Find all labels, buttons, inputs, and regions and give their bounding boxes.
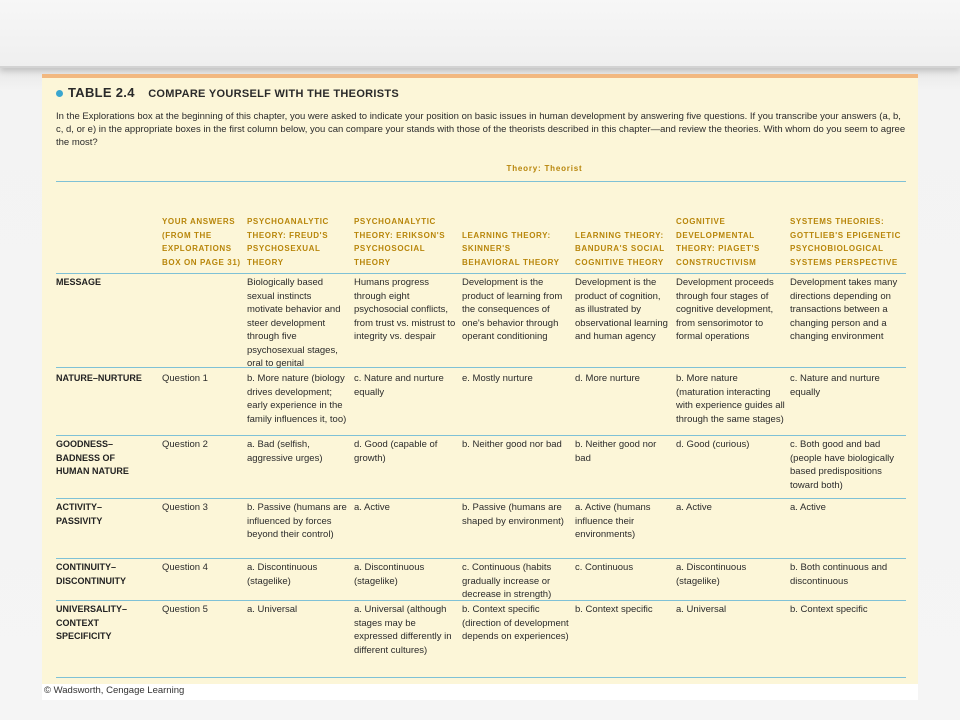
table-rule xyxy=(56,498,906,499)
copyright: © Wadsworth, Cengage Learning xyxy=(44,685,185,696)
row-label: UNIVERSALITY–CONTEXT SPECIFICITY xyxy=(56,604,128,641)
table-cell: Development is the product of learning from the consequences of one's behavior through operant conditioning xyxy=(462,277,563,342)
slide xyxy=(42,74,918,700)
table-rule xyxy=(56,435,906,436)
table-cell: a. Universal xyxy=(247,604,298,615)
column-header: COGNITIVE DEVELOPMENTAL THEORY: PIAGET'S CONSTRUCTIVISM xyxy=(676,217,760,267)
table-cell: b. More nature (biology drives development; early experience in the family influences it, too) xyxy=(247,373,347,425)
table-cell: b. Neither good nor bad xyxy=(575,439,657,464)
table-cell: Question 3 xyxy=(162,502,208,513)
table-intro: In the Explorations box at the beginning of this chapter, you were asked to indicate your position on basic issues in human development by answering five questions. If you transcribe your answers (a, b, c, d, or e) in the appropriate boxes in the first column below, you can compare your stands with those of the theorists described in this chapter—and review the theories. With whom do you seem to agree the most? xyxy=(56,111,906,149)
table-cell: d. Good (capable of growth) xyxy=(354,439,438,464)
table-cell: a. Active xyxy=(790,502,826,513)
table-cell: c. Nature and nurture equally xyxy=(790,373,880,398)
table-rule xyxy=(56,273,906,274)
table-cell: c. Continuous (habits gradually increase or decrease in strength) xyxy=(462,562,552,600)
table-cell: b. Context specific xyxy=(575,604,653,615)
table-cell: d. More nurture xyxy=(575,373,640,384)
column-header: YOUR ANSWERS (FROM THE EXPLORATIONS BOX ON PAGE 31) xyxy=(162,217,241,267)
row-label: ACTIVITY–PASSIVITY xyxy=(56,502,103,526)
table-panel xyxy=(42,74,918,684)
table-cell: b. Both continuous and discontinuous xyxy=(790,562,888,587)
table-cell: a. Active xyxy=(354,502,390,513)
table-cell: c. Both good and bad (people have biologically based predispositions toward both) xyxy=(790,439,895,491)
table-cell: Question 2 xyxy=(162,439,208,450)
table-rule xyxy=(56,677,906,678)
table-cell: a. Active (humans influence their environments) xyxy=(575,502,651,540)
table-number: TABLE 2.4 xyxy=(68,85,135,100)
bullet-dot-icon xyxy=(56,90,63,97)
row-label: MESSAGE xyxy=(56,277,102,287)
table-cell: c. Continuous xyxy=(575,562,634,573)
column-header: LEARNING THEORY: SKINNER'S BEHAVIORAL THEORY xyxy=(462,230,560,267)
table-cell: Question 5 xyxy=(162,604,208,615)
table-title xyxy=(68,85,399,100)
table-rule xyxy=(56,367,906,368)
table-cell: Question 1 xyxy=(162,373,208,384)
table-cell: e. Mostly nurture xyxy=(462,373,533,384)
table-cell: Question 4 xyxy=(162,562,208,573)
column-header: LEARNING THEORY: BANDURA'S SOCIAL COGNITIVE THEORY xyxy=(575,230,665,267)
slide-top-band xyxy=(0,0,960,68)
table-cell: Development takes many directions depending on transactions between a changing person and a changing environment xyxy=(790,277,898,342)
table-cell: a. Discontinuous (stagelike) xyxy=(676,562,747,587)
table-cell: d. Good (curious) xyxy=(676,439,750,450)
column-header: SYSTEMS THEORIES: GOTTLIEB'S EPIGENETIC PSYCHOBIOLOGICAL SYSTEMS PERSPECTIVE xyxy=(790,217,901,267)
row-label: NATURE–NURTURE xyxy=(56,373,142,383)
table-cell: a. Bad (selfish, aggressive urges) xyxy=(247,439,323,464)
table-cell: Humans progress through eight psychosocial conflicts, from trust vs. mistrust to integrity vs. despair xyxy=(354,277,456,342)
row-label: CONTINUITY–DISCONTINUITY xyxy=(56,562,127,586)
table-cell: a. Discontinuous (stagelike) xyxy=(354,562,425,587)
table-cell: b. Passive (humans are influenced by forces beyond their control) xyxy=(247,502,347,540)
table-cell: b. Context specific xyxy=(790,604,868,615)
row-label: GOODNESS–BADNESS OF HUMAN NATURE xyxy=(56,439,129,476)
column-header: PSYCHOANALYTIC THEORY: FREUD'S PSYCHOSEXUAL THEORY xyxy=(247,217,329,267)
table-cell: b. Passive (humans are shaped by environment) xyxy=(462,502,564,527)
table-rule xyxy=(56,558,906,559)
table-cell: c. Nature and nurture equally xyxy=(354,373,444,398)
table-cell: Development proceeds through four stages of cognitive development, from sensorimotor to formal operations xyxy=(676,277,774,342)
table-cell: a. Active xyxy=(676,502,712,513)
column-header: PSYCHOANALYTIC THEORY: ERIKSON'S PSYCHOSOCIAL THEORY xyxy=(354,217,446,267)
table-cell: a. Universal (although stages may be expressed differently in different cultures) xyxy=(354,604,452,656)
theory-theorist-header: Theory: Theorist xyxy=(506,164,583,173)
table-cell: a. Discontinuous (stagelike) xyxy=(247,562,318,587)
table-cell: Biologically based sexual instincts motivate behavior and steer development through five psychosexual stages, oral to genital xyxy=(247,277,341,369)
table-cell: Development is the product of cognition, as illustrated by observational learning and human agency xyxy=(575,277,668,342)
table-cell: a. Universal xyxy=(676,604,727,615)
table-cell: b. Context specific (direction of development depends on experiences) xyxy=(462,604,569,642)
table-cell: b. More nature (maturation interacting with experience guides all through the same stages) xyxy=(676,373,785,425)
table-title-text: COMPARE YOURSELF WITH THE THEORISTS xyxy=(148,88,400,100)
table-cell: b. Neither good nor bad xyxy=(462,439,562,450)
